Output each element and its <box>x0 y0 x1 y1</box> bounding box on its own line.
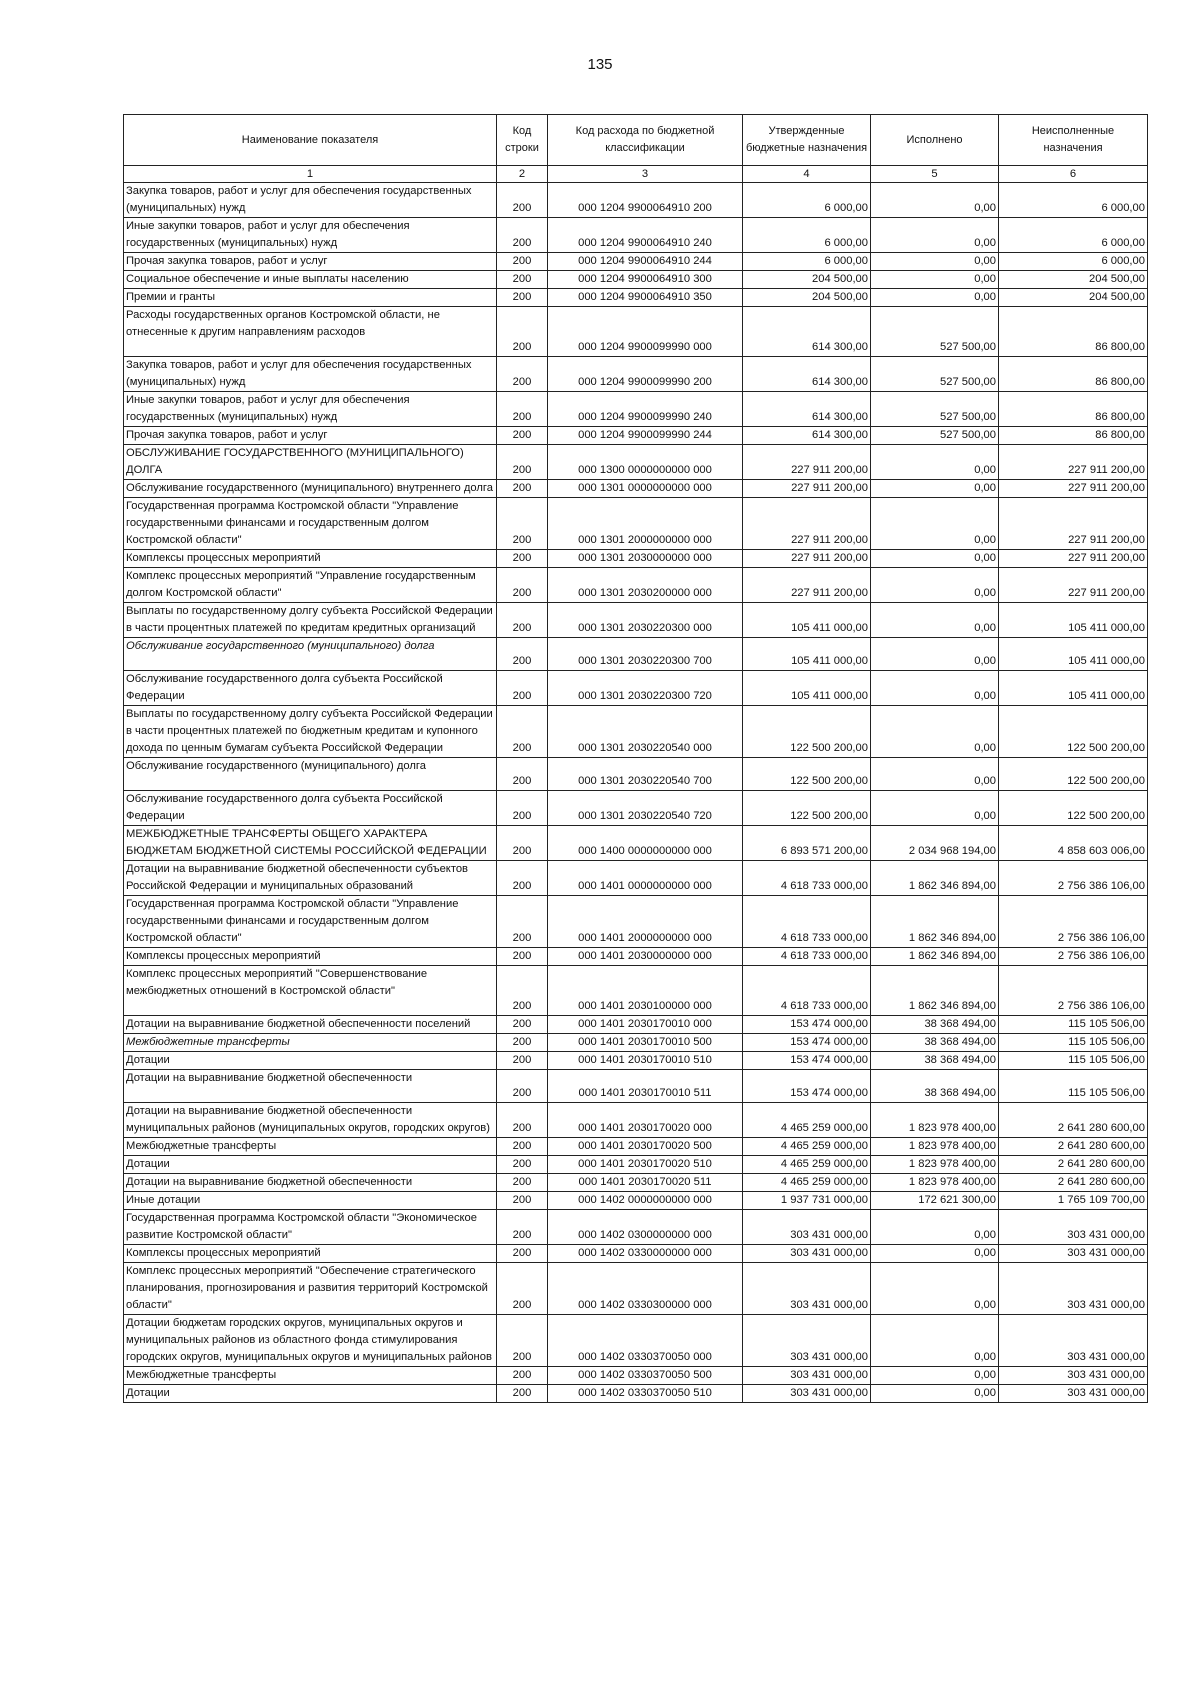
row-line-code: 200 <box>497 357 548 392</box>
row-approved-amount: 105 411 000,00 <box>743 603 871 638</box>
row-indicator-name: Иные закупки товаров, работ и услуг для обеспечения государственных (муниципальных) нужд <box>124 218 497 253</box>
table-row <box>124 791 1148 826</box>
page-number: 135 <box>587 56 613 73</box>
row-line-code: 200 <box>497 498 548 550</box>
row-approved-amount: 227 911 200,00 <box>743 445 871 480</box>
row-line-code: 200 <box>497 427 548 445</box>
table-row <box>124 1016 1148 1034</box>
row-line-code: 200 <box>497 1016 548 1034</box>
row-unexecuted-amount: 2 756 386 106,00 <box>999 861 1148 896</box>
row-approved-amount: 4 618 733 000,00 <box>743 861 871 896</box>
row-classification-code: 000 1301 2030000000 000 <box>548 550 743 568</box>
row-classification-code: 000 1301 2030220300 000 <box>548 603 743 638</box>
row-classification-code: 000 1401 2030170020 511 <box>548 1174 743 1192</box>
row-executed-amount: 0,00 <box>871 671 999 706</box>
row-executed-amount: 1 862 346 894,00 <box>871 966 999 1016</box>
row-line-code: 200 <box>497 638 548 671</box>
column-number: 2 <box>497 166 548 183</box>
row-indicator-name: Комплекс процессных мероприятий "Управление государственным долгом Костромской области" <box>124 568 497 603</box>
row-classification-code: 000 1402 0330370050 000 <box>548 1315 743 1367</box>
table-row <box>124 427 1148 445</box>
row-line-code: 200 <box>497 307 548 357</box>
row-classification-code: 000 1301 2030220540 000 <box>548 706 743 758</box>
row-executed-amount: 0,00 <box>871 445 999 480</box>
header-executed: Исполнено <box>871 115 999 166</box>
row-approved-amount: 204 500,00 <box>743 289 871 307</box>
row-executed-amount: 0,00 <box>871 289 999 307</box>
row-executed-amount: 527 500,00 <box>871 307 999 357</box>
budget-execution-table <box>123 114 1148 1403</box>
row-executed-amount: 1 823 978 400,00 <box>871 1156 999 1174</box>
row-line-code: 200 <box>497 253 548 271</box>
row-classification-code: 000 1301 2030220300 700 <box>548 638 743 671</box>
row-classification-code: 000 1301 2030200000 000 <box>548 568 743 603</box>
row-line-code: 200 <box>497 1052 548 1070</box>
row-indicator-name: Дотации <box>124 1385 497 1403</box>
row-executed-amount: 0,00 <box>871 550 999 568</box>
row-classification-code: 000 1402 0330370050 510 <box>548 1385 743 1403</box>
row-executed-amount: 1 823 978 400,00 <box>871 1103 999 1138</box>
row-unexecuted-amount: 227 911 200,00 <box>999 550 1148 568</box>
row-executed-amount: 0,00 <box>871 1315 999 1367</box>
row-line-code: 200 <box>497 271 548 289</box>
row-executed-amount: 1 823 978 400,00 <box>871 1138 999 1156</box>
table-row <box>124 1315 1148 1367</box>
row-approved-amount: 227 911 200,00 <box>743 568 871 603</box>
row-executed-amount: 0,00 <box>871 480 999 498</box>
row-indicator-name: Обслуживание государственного долга субъекта Российской Федерации <box>124 791 497 826</box>
row-line-code: 200 <box>497 1138 548 1156</box>
row-indicator-name: ОБСЛУЖИВАНИЕ ГОСУДАРСТВЕННОГО (МУНИЦИПАЛЬНОГО) ДОЛГА <box>124 445 497 480</box>
column-number: 5 <box>871 166 999 183</box>
row-approved-amount: 303 431 000,00 <box>743 1245 871 1263</box>
row-classification-code: 000 1401 2030170020 500 <box>548 1138 743 1156</box>
row-indicator-name: Обслуживание государственного (муниципального) внутреннего долга <box>124 480 497 498</box>
table-row <box>124 861 1148 896</box>
row-line-code: 200 <box>497 1034 548 1052</box>
row-executed-amount: 0,00 <box>871 1245 999 1263</box>
row-executed-amount: 0,00 <box>871 568 999 603</box>
row-executed-amount: 0,00 <box>871 1210 999 1245</box>
table-row <box>124 1367 1148 1385</box>
row-executed-amount: 0,00 <box>871 603 999 638</box>
table-row <box>124 706 1148 758</box>
table-row <box>124 480 1148 498</box>
row-unexecuted-amount: 2 756 386 106,00 <box>999 896 1148 948</box>
row-indicator-name: Закупка товаров, работ и услуг для обеспечения государственных (муниципальных) нужд <box>124 357 497 392</box>
row-unexecuted-amount: 105 411 000,00 <box>999 638 1148 671</box>
row-unexecuted-amount: 227 911 200,00 <box>999 498 1148 550</box>
row-approved-amount: 303 431 000,00 <box>743 1367 871 1385</box>
row-approved-amount: 227 911 200,00 <box>743 480 871 498</box>
table-row <box>124 1210 1148 1245</box>
row-classification-code: 000 1401 2030000000 000 <box>548 948 743 966</box>
table-row <box>124 1070 1148 1103</box>
row-unexecuted-amount: 303 431 000,00 <box>999 1367 1148 1385</box>
table-row <box>124 671 1148 706</box>
row-line-code: 200 <box>497 1315 548 1367</box>
row-approved-amount: 303 431 000,00 <box>743 1385 871 1403</box>
row-classification-code: 000 1401 2000000000 000 <box>548 896 743 948</box>
row-approved-amount: 4 465 259 000,00 <box>743 1174 871 1192</box>
column-number: 6 <box>999 166 1148 183</box>
row-executed-amount: 0,00 <box>871 253 999 271</box>
row-unexecuted-amount: 204 500,00 <box>999 289 1148 307</box>
row-classification-code: 000 1204 9900064910 200 <box>548 183 743 218</box>
row-classification-code: 000 1204 9900064910 350 <box>548 289 743 307</box>
row-approved-amount: 122 500 200,00 <box>743 758 871 791</box>
row-unexecuted-amount: 6 000,00 <box>999 183 1148 218</box>
row-unexecuted-amount: 227 911 200,00 <box>999 480 1148 498</box>
row-indicator-name: Дотации на выравнивание бюджетной обеспеченности субъектов Российской Федерации и муниципальных образований <box>124 861 497 896</box>
row-line-code: 200 <box>497 1070 548 1103</box>
row-executed-amount: 527 500,00 <box>871 357 999 392</box>
row-line-code: 200 <box>497 1156 548 1174</box>
row-approved-amount: 303 431 000,00 <box>743 1210 871 1245</box>
row-executed-amount: 0,00 <box>871 1385 999 1403</box>
row-indicator-name: Комплекс процессных мероприятий "Обеспечение стратегического планирования, прогнозирования и развития территорий Костромской области" <box>124 1263 497 1315</box>
row-line-code: 200 <box>497 948 548 966</box>
header-indicator-name: Наименование показателя <box>124 115 497 166</box>
row-indicator-name: Дотации бюджетам городских округов, муниципальных округов и муниципальных районов из областного фонда стимулирования городских округов, муниципальных округов и муниципальных районов <box>124 1315 497 1367</box>
table-row <box>124 498 1148 550</box>
column-numbers-row <box>124 166 1148 183</box>
row-unexecuted-amount: 105 411 000,00 <box>999 671 1148 706</box>
row-unexecuted-amount: 122 500 200,00 <box>999 706 1148 758</box>
row-approved-amount: 227 911 200,00 <box>743 550 871 568</box>
table-row <box>124 826 1148 861</box>
row-classification-code: 000 1301 2030220540 700 <box>548 758 743 791</box>
table-row <box>124 1138 1148 1156</box>
row-executed-amount: 0,00 <box>871 183 999 218</box>
row-unexecuted-amount: 204 500,00 <box>999 271 1148 289</box>
row-approved-amount: 6 000,00 <box>743 218 871 253</box>
table-row <box>124 357 1148 392</box>
table-row <box>124 603 1148 638</box>
row-line-code: 200 <box>497 568 548 603</box>
table-row <box>124 1156 1148 1174</box>
row-approved-amount: 4 618 733 000,00 <box>743 948 871 966</box>
row-approved-amount: 6 893 571 200,00 <box>743 826 871 861</box>
row-indicator-name: Межбюджетные трансферты <box>124 1034 497 1052</box>
table-row <box>124 1245 1148 1263</box>
row-indicator-name: Расходы государственных органов Костромской области, не отнесенные к другим направлениям расходов <box>124 307 497 357</box>
row-classification-code: 000 1401 0000000000 000 <box>548 861 743 896</box>
row-indicator-name: Прочая закупка товаров, работ и услуг <box>124 427 497 445</box>
row-classification-code: 000 1401 2030170020 510 <box>548 1156 743 1174</box>
row-unexecuted-amount: 115 105 506,00 <box>999 1052 1148 1070</box>
row-line-code: 200 <box>497 966 548 1016</box>
row-line-code: 200 <box>497 1192 548 1210</box>
row-line-code: 200 <box>497 1367 548 1385</box>
row-unexecuted-amount: 86 800,00 <box>999 357 1148 392</box>
row-approved-amount: 153 474 000,00 <box>743 1052 871 1070</box>
header-unexecuted: Неисполненные назначения <box>999 115 1148 166</box>
row-indicator-name: Государственная программа Костромской области "Управление государственными финансами и государственным долгом Костромской области" <box>124 896 497 948</box>
row-executed-amount: 0,00 <box>871 758 999 791</box>
row-approved-amount: 4 465 259 000,00 <box>743 1103 871 1138</box>
row-approved-amount: 4 618 733 000,00 <box>743 966 871 1016</box>
table-row <box>124 1034 1148 1052</box>
row-unexecuted-amount: 122 500 200,00 <box>999 791 1148 826</box>
row-executed-amount: 2 034 968 194,00 <box>871 826 999 861</box>
row-indicator-name: Премии и гранты <box>124 289 497 307</box>
row-line-code: 200 <box>497 758 548 791</box>
row-classification-code: 000 1301 0000000000 000 <box>548 480 743 498</box>
row-unexecuted-amount: 227 911 200,00 <box>999 568 1148 603</box>
row-executed-amount: 1 862 346 894,00 <box>871 948 999 966</box>
row-classification-code: 000 1402 0300000000 000 <box>548 1210 743 1245</box>
row-indicator-name: Государственная программа Костромской области "Управление государственными финансами и государственным долгом Костромской области" <box>124 498 497 550</box>
row-executed-amount: 0,00 <box>871 638 999 671</box>
row-approved-amount: 6 000,00 <box>743 253 871 271</box>
row-line-code: 200 <box>497 861 548 896</box>
row-unexecuted-amount: 86 800,00 <box>999 307 1148 357</box>
row-approved-amount: 614 300,00 <box>743 427 871 445</box>
row-classification-code: 000 1204 9900064910 240 <box>548 218 743 253</box>
row-executed-amount: 38 368 494,00 <box>871 1034 999 1052</box>
row-line-code: 200 <box>497 1174 548 1192</box>
row-executed-amount: 172 621 300,00 <box>871 1192 999 1210</box>
row-classification-code: 000 1402 0330370050 500 <box>548 1367 743 1385</box>
row-approved-amount: 122 500 200,00 <box>743 791 871 826</box>
row-line-code: 200 <box>497 603 548 638</box>
row-unexecuted-amount: 2 641 280 600,00 <box>999 1138 1148 1156</box>
row-unexecuted-amount: 303 431 000,00 <box>999 1210 1148 1245</box>
row-classification-code: 000 1204 9900064910 300 <box>548 271 743 289</box>
row-classification-code: 000 1401 2030100000 000 <box>548 966 743 1016</box>
row-executed-amount: 38 368 494,00 <box>871 1070 999 1103</box>
row-approved-amount: 4 465 259 000,00 <box>743 1156 871 1174</box>
table-row <box>124 218 1148 253</box>
row-approved-amount: 1 937 731 000,00 <box>743 1192 871 1210</box>
row-line-code: 200 <box>497 1210 548 1245</box>
row-unexecuted-amount: 2 641 280 600,00 <box>999 1174 1148 1192</box>
row-classification-code: 000 1402 0330000000 000 <box>548 1245 743 1263</box>
table-row <box>124 1385 1148 1403</box>
table-row <box>124 271 1148 289</box>
row-unexecuted-amount: 4 858 603 006,00 <box>999 826 1148 861</box>
row-indicator-name: Обслуживание государственного (муниципального) долга <box>124 638 497 671</box>
row-approved-amount: 4 465 259 000,00 <box>743 1138 871 1156</box>
row-indicator-name: Межбюджетные трансферты <box>124 1138 497 1156</box>
row-approved-amount: 303 431 000,00 <box>743 1315 871 1367</box>
row-classification-code: 000 1401 2030170010 510 <box>548 1052 743 1070</box>
row-classification-code: 000 1204 9900099990 000 <box>548 307 743 357</box>
row-classification-code: 000 1204 9900099990 240 <box>548 392 743 427</box>
row-unexecuted-amount: 2 756 386 106,00 <box>999 966 1148 1016</box>
row-line-code: 200 <box>497 791 548 826</box>
row-executed-amount: 0,00 <box>871 1367 999 1385</box>
row-executed-amount: 1 823 978 400,00 <box>871 1174 999 1192</box>
row-unexecuted-amount: 6 000,00 <box>999 253 1148 271</box>
row-unexecuted-amount: 115 105 506,00 <box>999 1034 1148 1052</box>
row-executed-amount: 0,00 <box>871 218 999 253</box>
row-indicator-name: Прочая закупка товаров, работ и услуг <box>124 253 497 271</box>
row-approved-amount: 204 500,00 <box>743 271 871 289</box>
row-unexecuted-amount: 115 105 506,00 <box>999 1016 1148 1034</box>
row-line-code: 200 <box>497 480 548 498</box>
row-indicator-name: Выплаты по государственному долгу субъекта Российской Федерации в части процентных платежей по бюджетным кредитам и купонного дохода по ценным бумагам субъекта Российской Федерации <box>124 706 497 758</box>
table-row <box>124 392 1148 427</box>
row-indicator-name: Дотации на выравнивание бюджетной обеспеченности <box>124 1070 497 1103</box>
row-indicator-name: Иные закупки товаров, работ и услуг для обеспечения государственных (муниципальных) нужд <box>124 392 497 427</box>
row-indicator-name: Межбюджетные трансферты <box>124 1367 497 1385</box>
table-row <box>124 289 1148 307</box>
table-row <box>124 183 1148 218</box>
row-classification-code: 000 1402 0000000000 000 <box>548 1192 743 1210</box>
row-classification-code: 000 1204 9900099990 244 <box>548 427 743 445</box>
row-classification-code: 000 1402 0330300000 000 <box>548 1263 743 1315</box>
row-indicator-name: Социальное обеспечение и иные выплаты населению <box>124 271 497 289</box>
row-indicator-name: Дотации на выравнивание бюджетной обеспеченности <box>124 1174 497 1192</box>
row-executed-amount: 527 500,00 <box>871 392 999 427</box>
row-indicator-name: Иные дотации <box>124 1192 497 1210</box>
table-row <box>124 638 1148 671</box>
row-executed-amount: 38 368 494,00 <box>871 1052 999 1070</box>
row-classification-code: 000 1204 9900064910 244 <box>548 253 743 271</box>
row-classification-code: 000 1301 2030220300 720 <box>548 671 743 706</box>
row-approved-amount: 4 618 733 000,00 <box>743 896 871 948</box>
row-line-code: 200 <box>497 671 548 706</box>
row-unexecuted-amount: 6 000,00 <box>999 218 1148 253</box>
row-line-code: 200 <box>497 218 548 253</box>
row-classification-code: 000 1401 2030170010 500 <box>548 1034 743 1052</box>
table-row <box>124 445 1148 480</box>
row-approved-amount: 105 411 000,00 <box>743 671 871 706</box>
row-approved-amount: 227 911 200,00 <box>743 498 871 550</box>
row-approved-amount: 122 500 200,00 <box>743 706 871 758</box>
row-approved-amount: 303 431 000,00 <box>743 1263 871 1315</box>
row-indicator-name: Обслуживание государственного долга субъекта Российской Федерации <box>124 671 497 706</box>
table-row <box>124 1263 1148 1315</box>
header-line-code: Код строки <box>497 115 548 166</box>
table-row <box>124 1174 1148 1192</box>
header-approved: Утвержденные бюджетные назначения <box>743 115 871 166</box>
row-classification-code: 000 1204 9900099990 200 <box>548 357 743 392</box>
table-row <box>124 896 1148 948</box>
row-executed-amount: 0,00 <box>871 706 999 758</box>
row-line-code: 200 <box>497 1385 548 1403</box>
row-classification-code: 000 1401 2030170010 000 <box>548 1016 743 1034</box>
table-row <box>124 1052 1148 1070</box>
table-row <box>124 307 1148 357</box>
row-indicator-name: Дотации на выравнивание бюджетной обеспеченности поселений <box>124 1016 497 1034</box>
row-line-code: 200 <box>497 445 548 480</box>
row-line-code: 200 <box>497 826 548 861</box>
table-row <box>124 758 1148 791</box>
row-indicator-name: Обслуживание государственного (муниципального) долга <box>124 758 497 791</box>
row-unexecuted-amount: 2 756 386 106,00 <box>999 948 1148 966</box>
row-line-code: 200 <box>497 289 548 307</box>
row-executed-amount: 527 500,00 <box>871 427 999 445</box>
row-unexecuted-amount: 227 911 200,00 <box>999 445 1148 480</box>
row-executed-amount: 0,00 <box>871 1263 999 1315</box>
table-header-row <box>124 115 1148 166</box>
row-executed-amount: 0,00 <box>871 271 999 289</box>
column-number: 4 <box>743 166 871 183</box>
row-indicator-name: МЕЖБЮДЖЕТНЫЕ ТРАНСФЕРТЫ ОБЩЕГО ХАРАКТЕРА БЮДЖЕТАМ БЮДЖЕТНОЙ СИСТЕМЫ РОССИЙСКОЙ ФЕДЕРАЦИИ <box>124 826 497 861</box>
row-executed-amount: 0,00 <box>871 791 999 826</box>
row-line-code: 200 <box>497 392 548 427</box>
table-row <box>124 1192 1148 1210</box>
row-approved-amount: 614 300,00 <box>743 392 871 427</box>
row-approved-amount: 153 474 000,00 <box>743 1016 871 1034</box>
row-line-code: 200 <box>497 1103 548 1138</box>
row-unexecuted-amount: 303 431 000,00 <box>999 1263 1148 1315</box>
row-unexecuted-amount: 303 431 000,00 <box>999 1245 1148 1263</box>
row-unexecuted-amount: 2 641 280 600,00 <box>999 1103 1148 1138</box>
row-line-code: 200 <box>497 706 548 758</box>
row-unexecuted-amount: 122 500 200,00 <box>999 758 1148 791</box>
row-unexecuted-amount: 303 431 000,00 <box>999 1315 1148 1367</box>
table-row <box>124 253 1148 271</box>
header-budget-classification-code: Код расхода по бюджетной классификации <box>548 115 743 166</box>
row-unexecuted-amount: 1 765 109 700,00 <box>999 1192 1148 1210</box>
table-row <box>124 568 1148 603</box>
row-unexecuted-amount: 2 641 280 600,00 <box>999 1156 1148 1174</box>
table-body <box>124 183 1148 1403</box>
row-classification-code: 000 1301 2000000000 000 <box>548 498 743 550</box>
row-executed-amount: 1 862 346 894,00 <box>871 861 999 896</box>
row-unexecuted-amount: 86 800,00 <box>999 427 1148 445</box>
row-indicator-name: Дотации на выравнивание бюджетной обеспеченности муниципальных районов (муниципальных округов, городских округов) <box>124 1103 497 1138</box>
row-indicator-name: Государственная программа Костромской области "Экономическое развитие Костромской области" <box>124 1210 497 1245</box>
table-row <box>124 550 1148 568</box>
column-number: 3 <box>548 166 743 183</box>
row-line-code: 200 <box>497 1245 548 1263</box>
row-executed-amount: 1 862 346 894,00 <box>871 896 999 948</box>
row-indicator-name: Комплекс процессных мероприятий "Совершенствование межбюджетных отношений в Костромской области" <box>124 966 497 1016</box>
row-approved-amount: 6 000,00 <box>743 183 871 218</box>
row-indicator-name: Выплаты по государственному долгу субъекта Российской Федерации в части процентных платежей по кредитам кредитных организаций <box>124 603 497 638</box>
row-indicator-name: Комплексы процессных мероприятий <box>124 1245 497 1263</box>
row-indicator-name: Комплексы процессных мероприятий <box>124 948 497 966</box>
column-number: 1 <box>124 166 497 183</box>
row-approved-amount: 105 411 000,00 <box>743 638 871 671</box>
row-line-code: 200 <box>497 896 548 948</box>
row-indicator-name: Комплексы процессных мероприятий <box>124 550 497 568</box>
table-row <box>124 1103 1148 1138</box>
row-unexecuted-amount: 86 800,00 <box>999 392 1148 427</box>
row-unexecuted-amount: 105 411 000,00 <box>999 603 1148 638</box>
row-indicator-name: Закупка товаров, работ и услуг для обеспечения государственных (муниципальных) нужд <box>124 183 497 218</box>
row-classification-code: 000 1301 2030220540 720 <box>548 791 743 826</box>
row-line-code: 200 <box>497 183 548 218</box>
row-classification-code: 000 1400 0000000000 000 <box>548 826 743 861</box>
row-approved-amount: 153 474 000,00 <box>743 1034 871 1052</box>
row-classification-code: 000 1300 0000000000 000 <box>548 445 743 480</box>
row-classification-code: 000 1401 2030170010 511 <box>548 1070 743 1103</box>
row-classification-code: 000 1401 2030170020 000 <box>548 1103 743 1138</box>
row-line-code: 200 <box>497 1263 548 1315</box>
row-unexecuted-amount: 115 105 506,00 <box>999 1070 1148 1103</box>
row-approved-amount: 614 300,00 <box>743 357 871 392</box>
row-executed-amount: 0,00 <box>871 498 999 550</box>
table-row <box>124 948 1148 966</box>
row-approved-amount: 614 300,00 <box>743 307 871 357</box>
row-indicator-name: Дотации <box>124 1156 497 1174</box>
row-unexecuted-amount: 303 431 000,00 <box>999 1385 1148 1403</box>
row-approved-amount: 153 474 000,00 <box>743 1070 871 1103</box>
row-line-code: 200 <box>497 550 548 568</box>
row-indicator-name: Дотации <box>124 1052 497 1070</box>
row-executed-amount: 38 368 494,00 <box>871 1016 999 1034</box>
table-row <box>124 966 1148 1016</box>
